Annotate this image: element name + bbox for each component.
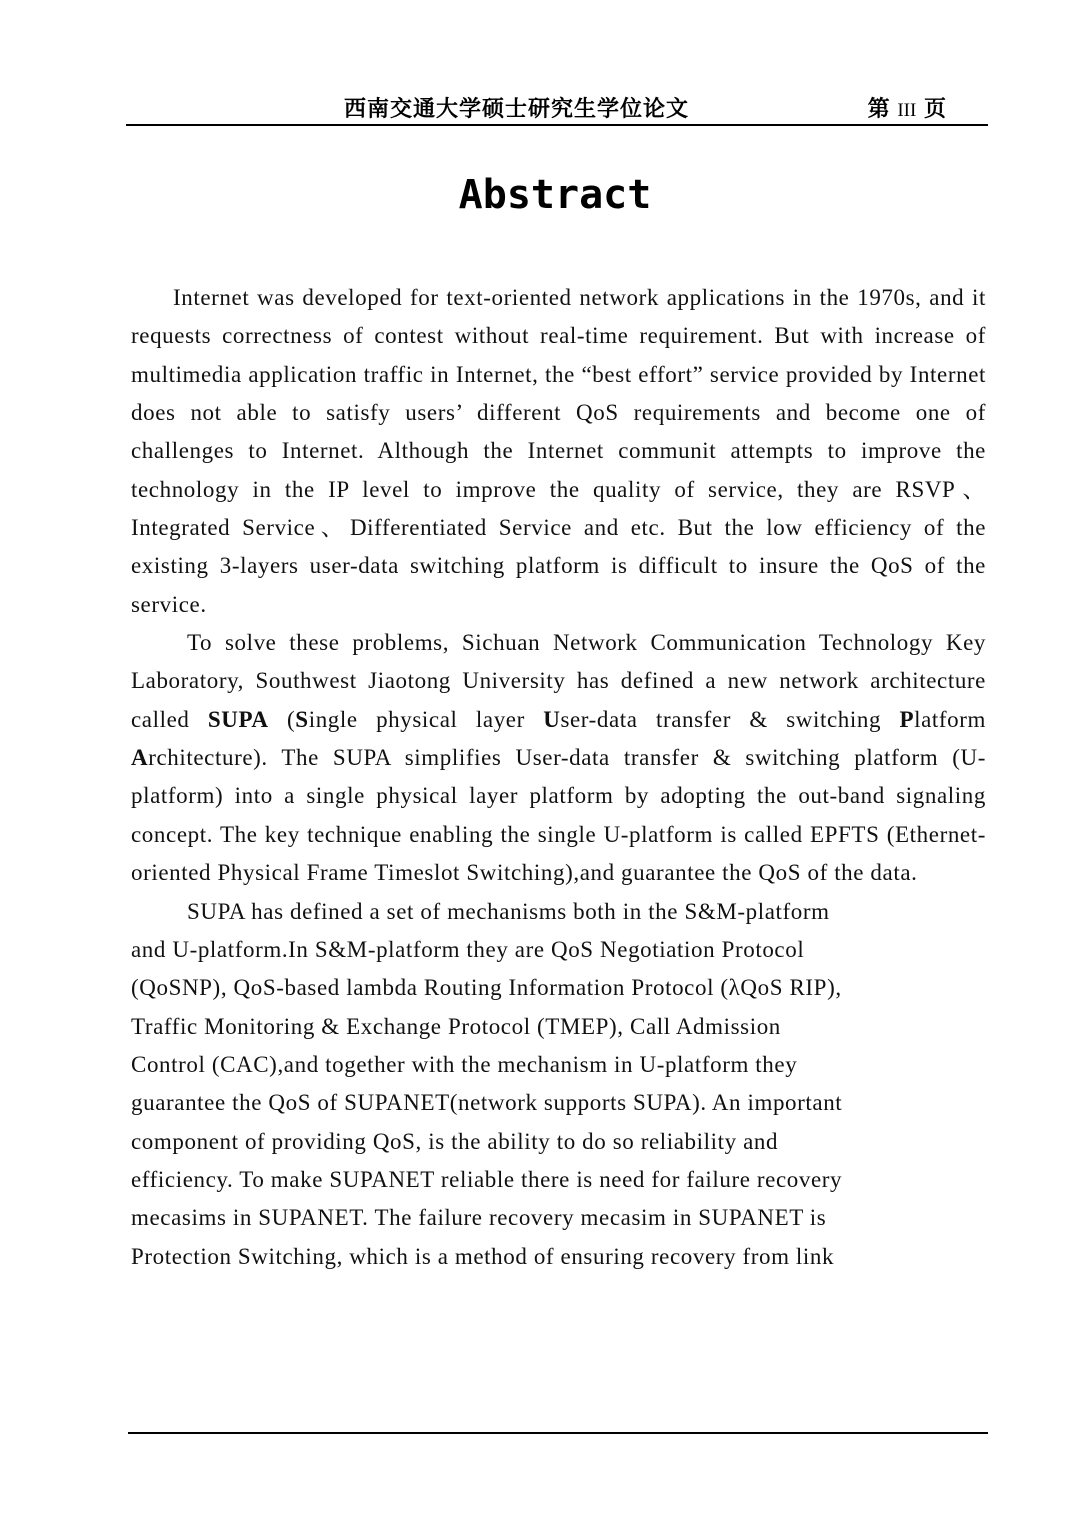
- page-prefix: 第: [867, 97, 890, 122]
- p2-open-paren: (: [268, 706, 296, 732]
- abstract-heading: Abstract: [458, 172, 652, 218]
- p2-p-rest: latform: [914, 706, 987, 732]
- abstract-paragraph-2: [131, 624, 986, 892]
- acronym-letter-u: U: [543, 706, 561, 732]
- p3-line: and U-platform.In S&M-platform they are QoS Negotiation Protocol: [131, 936, 805, 962]
- p3-line: Control (CAC),and together with the mechanism in U-platform they: [131, 1051, 798, 1077]
- p3-line: efficiency. To make SUPANET reliable there is need for failure recovery: [131, 1166, 843, 1192]
- p2-u-rest: ser-data transfer & switching: [560, 706, 900, 732]
- acronym-letter-s: S: [295, 706, 309, 732]
- p3-line: component of providing QoS, is the ability to do so reliability and: [131, 1128, 779, 1154]
- page-suffix: 页: [923, 97, 946, 122]
- supa-acronym: SUPA: [207, 706, 269, 732]
- acronym-letter-p: P: [899, 706, 915, 732]
- abstract-body: [131, 279, 986, 1276]
- acronym-letter-a: A: [131, 745, 149, 771]
- p3-line: Protection Switching, which is a method of ensuring recovery from link: [131, 1243, 835, 1269]
- page-roman-numeral: III: [897, 100, 917, 121]
- p2-rest: rchitecture). The SUPA simplifies User-data transfer & switching platform (U-platform) into a single physical layer platform by adopting the out-band signaling concept. The key technique enabling the single U-platform is called EPFTS (Ethernet-oriented Physical Frame Timeslot Switching),and guarantee the QoS of the data.: [131, 745, 986, 886]
- p3-line: Traffic Monitoring & Exchange Protocol (TMEP), Call Admission: [131, 1013, 781, 1039]
- p3-line: (QoSNP), QoS-based lambda Routing Information Protocol (λQoS RIP),: [131, 975, 842, 1001]
- p2-intro: To solve these problems, Sichuan Network Communication Technology Key Laboratory, Southwest Jiaotong University has defined a new network architecture called: [131, 630, 986, 732]
- abstract-paragraph-3: [131, 893, 986, 1276]
- footer-rule: [128, 1432, 988, 1434]
- header-thesis-title: 西南交通大学硕士研究生学位论文: [344, 97, 690, 122]
- p3-line: SUPA has defined a set of mechanisms both in the S&M-platform: [187, 898, 830, 924]
- running-header: [126, 86, 988, 126]
- p2-s-rest: ingle physical layer: [308, 706, 544, 732]
- p3-line: mecasims in SUPANET. The failure recovery mecasim in SUPANET is: [131, 1205, 827, 1231]
- abstract-paragraph-1: Internet was developed for text-oriented network applications in the 1970s, and it requests correctness of contest without real-time requirement. But with increase of multimedia application traffic in Internet, the “best effort” service provided by Internet does not able to satisfy users’ different QoS requirements and become one of challenges to Internet. Although the Internet communit attempts to improve the technology in the IP level to improve the quality of service, they are RSVP、Integrated Service、Differentiated Service and etc. But the low efficiency of the existing 3-layers user-data switching platform is difficult to insure the QoS of the service.: [131, 285, 986, 617]
- p3-line: guarantee the QoS of SUPANET(network supports SUPA). An important: [131, 1090, 843, 1116]
- header-page-number: [868, 92, 946, 123]
